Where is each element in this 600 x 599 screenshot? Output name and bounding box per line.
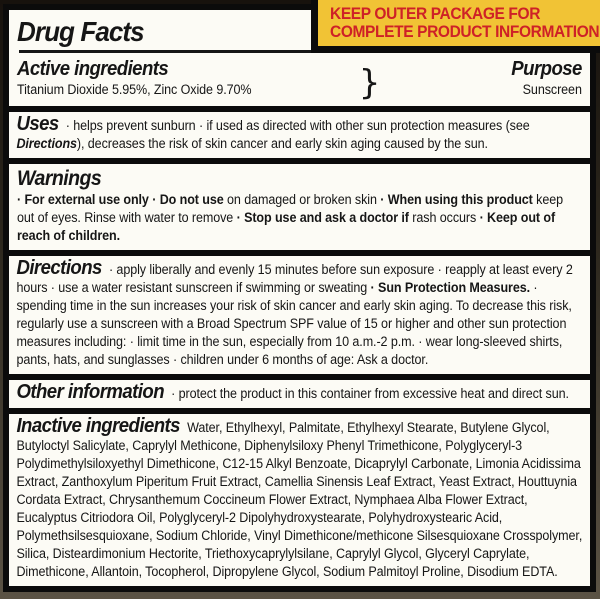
uses-section: Uses · helps prevent sunburn · if used as directed with other sun protection measures (see Directions), decreases the risk of skin cancer and early skin aging caused by the sun.	[16, 113, 530, 151]
purpose-value: Sunscreen	[522, 82, 582, 97]
warnings-body: · For external use only · Do not use on damaged or broken skin · When using this product keep out of eyes. Rinse with water to remove · Stop use and ask a doctor if rash occurs · Keep out of reach of children.	[17, 192, 564, 243]
purpose-heading: Purpose	[511, 58, 582, 80]
active-ingredients-column	[17, 58, 345, 99]
active-ingredients-heading: Active ingredients	[17, 58, 169, 80]
brace-glyph: }	[358, 63, 381, 103]
purpose-column	[506, 58, 582, 99]
active-ingredients-section	[9, 54, 590, 106]
inactive-ingredients-section: Inactive ingredients Water, Ethylhexyl, Palmitate, Ethylhexyl Stearate, Butylene Glycol, Butyloctyl Salicylate, Caprylyl Methicone, Diphenylsiloxy Phenyl Trimethicone, Polyglyceryl-3 Polydimethylsiloxyethyl Dimethicone, C12-15 Alkyl Benzoate, Dicaprylyl Carbonate, Limonia Acidissima Extract, Zanthoxylum Piperitum Fruit Extract, Camellia Sinensis Leaf Extract, Yeast Extract, Houttuynia Cordata Extract, Chrysanthemum Coccineum Flower Extract, Nymphaea Alba Flower Extract, Eucalyptus Citriodora Oil, Polyglyceryl-2 Dipolyhydroxystearate, Polyhydroxystearic Acid, Polymethsilsesquioxane, Sodium Chloride, Vinyl Dimethicone/methicone Silsesquioxane Crosspolymer, Silica, Disteardimonium Hectorite, Triethoxycaprylylsilane, Caprylyl Glycol, Glyceryl Caprylate, Dimethicone, Allantoin, Tocopherol, Dipropylene Glycol, Sodium Palmitoyl Proline, Disodium EDTA.	[16, 415, 583, 579]
banner-line-1: KEEP OUTER PACKAGE FOR	[330, 5, 541, 23]
active-ingredients-value: Titanium Dioxide 5.95%, Zinc Oxide 9.70%	[17, 82, 252, 97]
directions-section: Directions · apply liberally and evenly 15 minutes before sun exposure · reapply at least every 2 hours · use a water resistant sunscreen if swimming or sweating · Sun Protection Measures. · spending time in the sun increases your risk of skin cancer and early skin aging. To decrease this risk, regularly use a sunscreen with a Broad Spectrum SPF value of 15 or higher and other sun protection measures including: · limit time in the sun, especially from 10 a.m.-2 p.m. · wear long-sleeved shirts, pants, hats, and sunglasses · children under 6 months of age: Ask a doctor.	[16, 257, 573, 367]
drug-facts-panel	[3, 4, 600, 592]
title-rule	[19, 50, 311, 53]
warnings-heading: Warnings	[17, 167, 102, 190]
outer-package-banner	[311, 0, 600, 53]
warnings-section	[9, 164, 590, 250]
page-title: Drug Facts	[17, 16, 144, 47]
other-information-section: Other information · protect the product in this container from excessive heat and direct sun.	[16, 381, 569, 403]
banner-line-2: COMPLETE PRODUCT INFORMATION	[330, 23, 600, 41]
